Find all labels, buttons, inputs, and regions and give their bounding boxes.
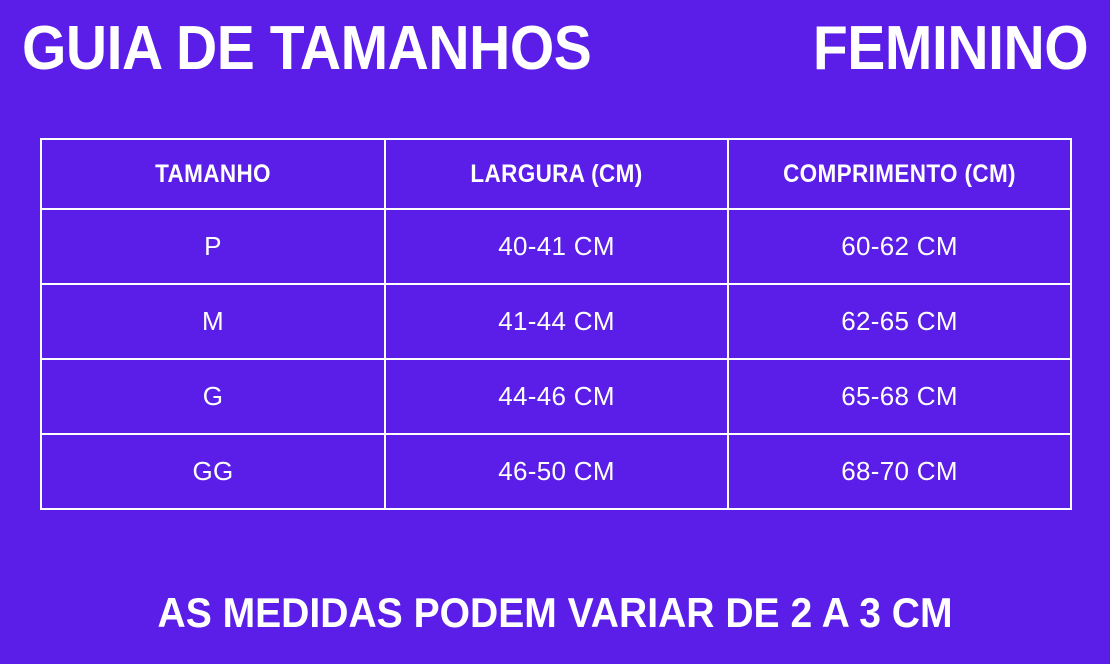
cell-length: 68-70 CM <box>728 434 1071 509</box>
cell-size: M <box>41 284 385 359</box>
size-table-container <box>0 138 1110 510</box>
measurement-disclaimer: AS MEDIDAS PODEM VARIAR DE 2 A 3 CM <box>157 589 953 636</box>
cell-length: 65-68 CM <box>728 359 1071 434</box>
cell-size: GG <box>41 434 385 509</box>
table-row <box>41 434 1071 509</box>
cell-size: G <box>41 359 385 434</box>
cell-length: 62-65 CM <box>728 284 1071 359</box>
page-title: GUIA DE TAMANHOS <box>22 14 592 83</box>
column-header-length: COMPRIMENTO (CM) <box>745 139 1054 209</box>
cell-size: P <box>41 209 385 284</box>
column-header-size: TAMANHO <box>58 139 368 209</box>
table-header-row <box>41 139 1071 209</box>
cell-width: 40-41 CM <box>385 209 728 284</box>
cell-width: 44-46 CM <box>385 359 728 434</box>
gender-label: FEMININO <box>812 14 1088 83</box>
cell-length: 60-62 CM <box>728 209 1071 284</box>
cell-width: 41-44 CM <box>385 284 728 359</box>
table-row <box>41 209 1071 284</box>
size-table <box>40 138 1072 510</box>
column-header-width: LARGURA (CM) <box>402 139 711 209</box>
cell-width: 46-50 CM <box>385 434 728 509</box>
table-row <box>41 359 1071 434</box>
table-row <box>41 284 1071 359</box>
page-header <box>0 0 1110 112</box>
